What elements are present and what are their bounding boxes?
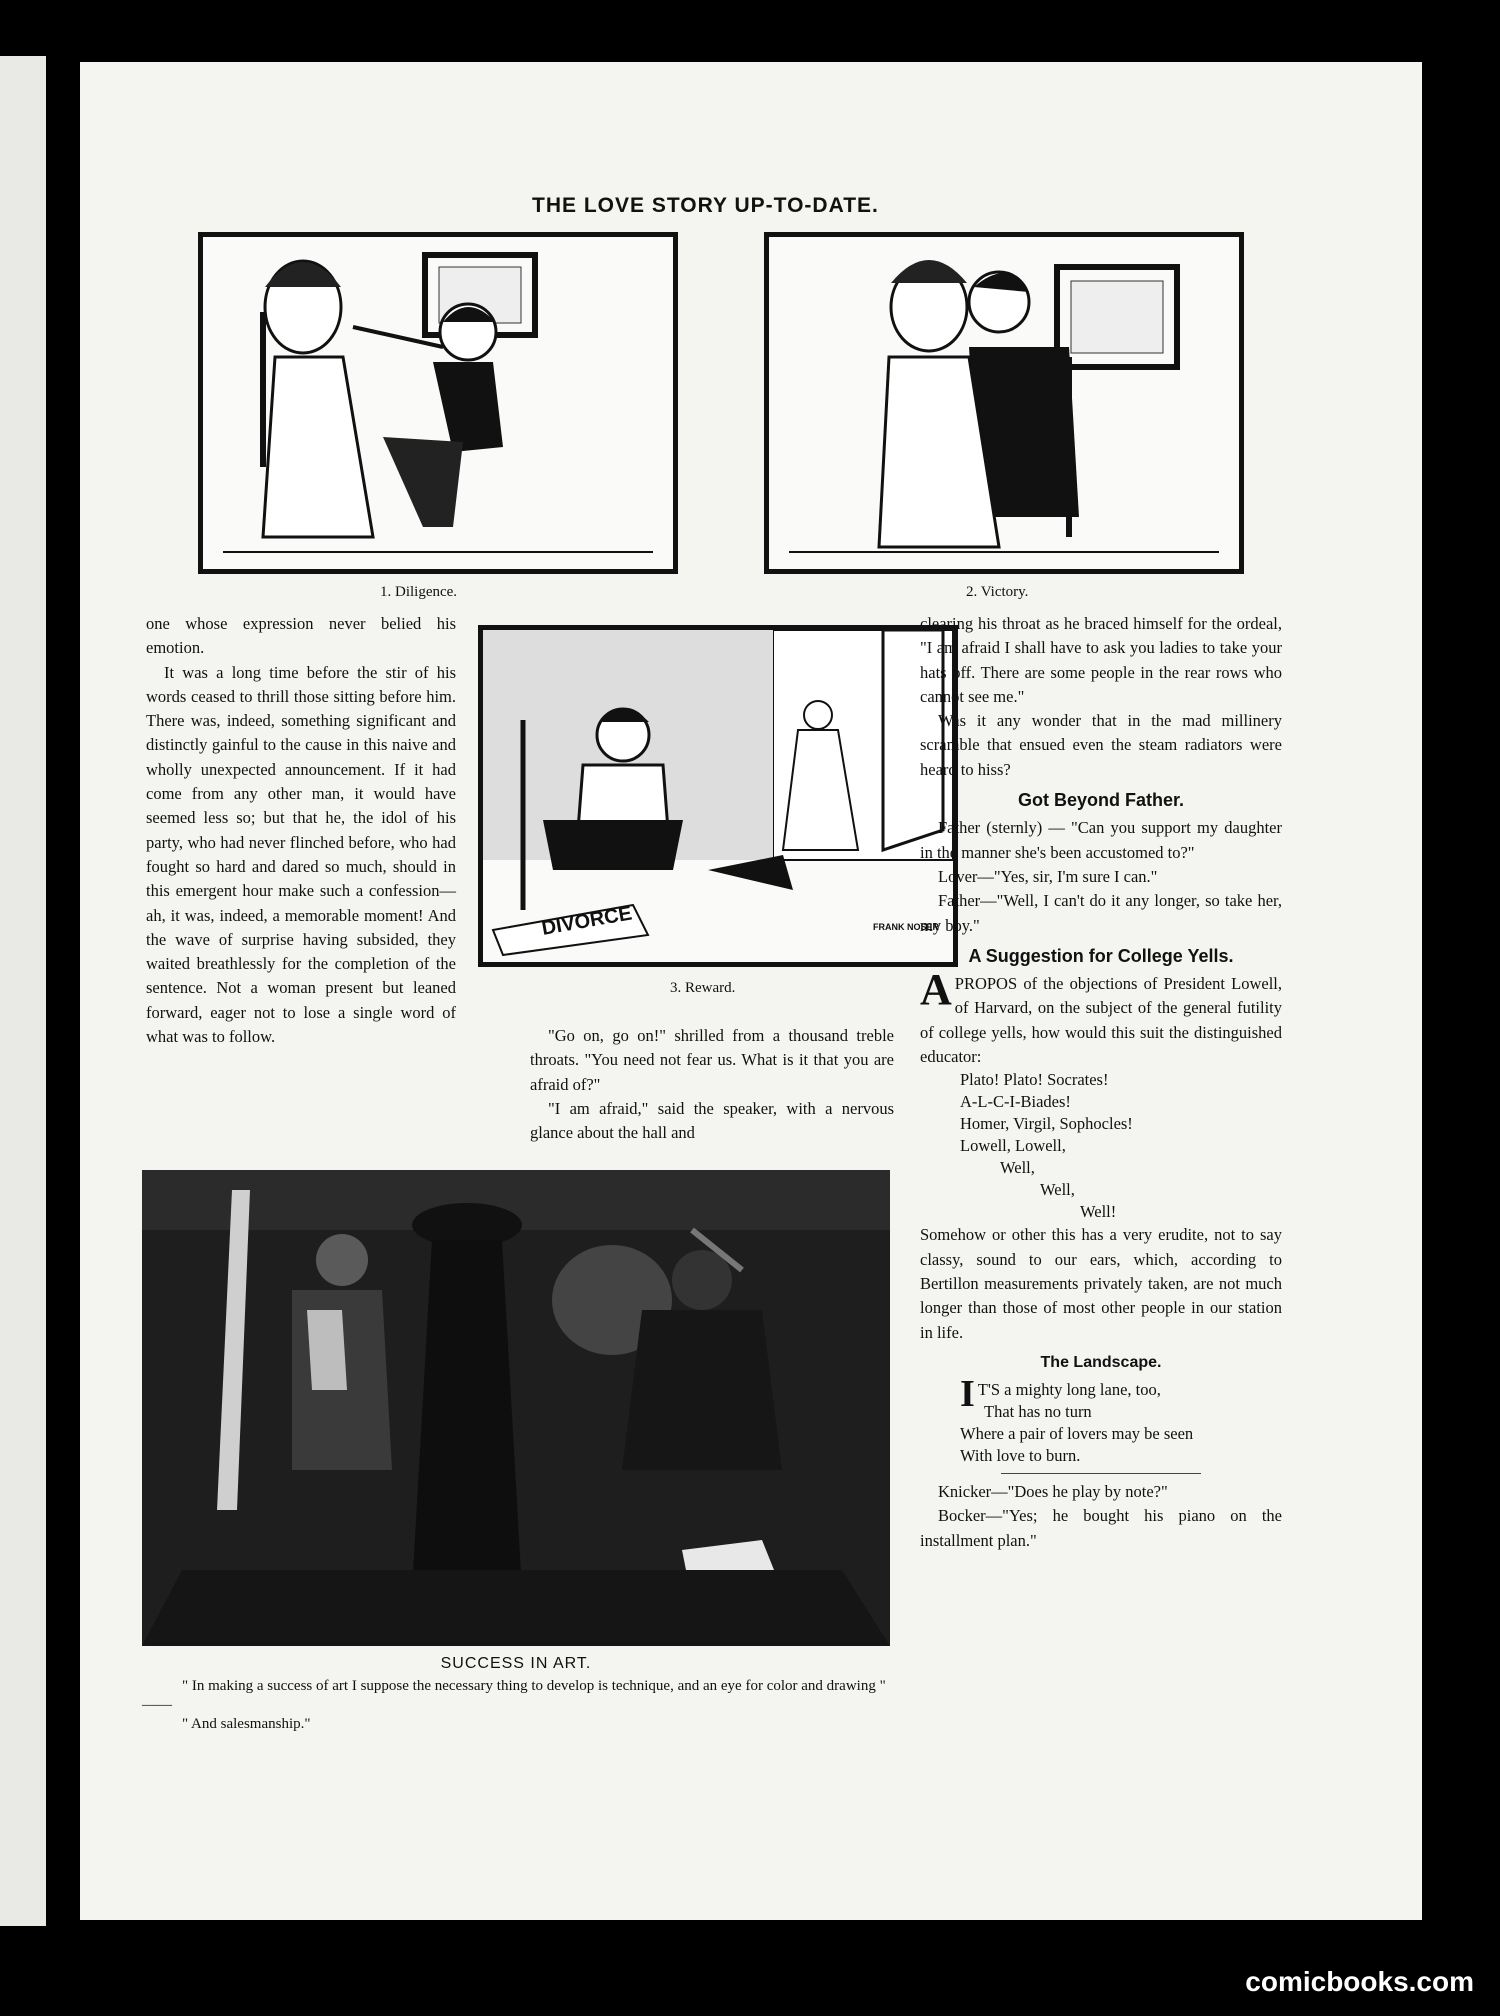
panel-caption-2: 2. Victory.	[966, 584, 1029, 600]
verse-line: Well,	[1000, 1158, 1035, 1178]
middle-paragraph-1: "Go on, go on!" shrilled from a thousand treble throats. "You need not fear us. What is it that you are afraid of?"	[530, 1026, 894, 1094]
father-line-2: Lover—"Yes, sir, I'm sure I can."	[938, 866, 1158, 886]
photo-caption-line-2: " And salesmanship."	[182, 1716, 311, 1732]
panel-illustration-reward	[483, 630, 953, 962]
dropcap-a: A	[920, 965, 952, 1015]
newspaper-divorce-text: DIVORCE	[540, 902, 634, 940]
left-column-text	[146, 612, 456, 1049]
facing-page-edge	[0, 56, 46, 1926]
verse-line: That has no turn	[984, 1402, 1092, 1422]
comic-panel-reward	[478, 625, 958, 967]
heading-landscape: The Landscape.	[1040, 1353, 1162, 1371]
father-line-3: Father—"Well, I can't do it any longer, so take her, my boy."	[920, 891, 1282, 935]
verse-line: Plato! Plato! Socrates!	[960, 1070, 1109, 1090]
bocker-line: Bocker—"Yes; he bought his piano on the installment plan."	[920, 1506, 1282, 1550]
comic-panel-diligence	[198, 232, 678, 574]
knicker-line: Knicker—"Does he play by note?"	[938, 1482, 1168, 1502]
heading-got-beyond-father: Got Beyond Father.	[1017, 790, 1185, 811]
photo-caption-line-1: " In making a success of art I suppose the necessary thing to develop is technique, and an eye for color and drawing " ——	[142, 1678, 886, 1713]
father-line-1: Father (sternly) — "Can you support my daughter in the manner she's been accustomed to?"	[920, 818, 1282, 862]
panel-caption-3: 3. Reward.	[670, 980, 736, 996]
verse-line: Homer, Virgil, Sophocles!	[960, 1114, 1133, 1134]
comic-panel-victory	[764, 232, 1244, 574]
yells-intro: PROPOS of the objections of President Lowell, of Harvard, on the subject of the general futility of college yells, how would this suit the distinguished educator:	[920, 974, 1282, 1067]
photo-caption-title: SUCCESS IN ART.	[440, 1655, 592, 1672]
photo-success-in-art	[142, 1170, 890, 1646]
heading-college-yells: A Suggestion for College Yells.	[968, 945, 1234, 966]
verse-line: A-L-C-I-Biades!	[960, 1092, 1071, 1112]
middle-column-text	[530, 1024, 894, 1145]
verse-line: With love to burn.	[960, 1446, 1081, 1466]
left-paragraph-1: one whose expression never belied his emotion.	[146, 614, 456, 658]
left-paragraph-2: It was a long time before the stir of his words ceased to thrill those sitting before him. There was, indeed, something significant and distinctly gainful to the cause in this naive and wholly unexpected announcement. If it had come from any other man, it would have seemed less so; but that he, the idol of his party, who had never flinched before, who had fought so hard and dared so much, should in this emergent hour make such a confession—ah, it was, indeed, a memorable moment! And the wave of surprise having subsided, they waited breathlessly for the completion of the sentence. Not a woman present but leaned forward, eager not to lose a single word of what was to follow.	[146, 662, 456, 1047]
photo-caption	[142, 1654, 890, 1734]
photo-illustration	[142, 1170, 890, 1646]
right-paragraph-2: Was it any wonder that in the mad millinery scramble that ensued even the steam radiators were heard to hiss?	[920, 711, 1282, 779]
right-paragraph-1: clearing his throat as he braced himself for the ordeal, "I am afraid I shall have to ask you ladies to take your hats off. There are some people in the rear rows who cannot see me."	[920, 614, 1282, 706]
artist-signature: FRANK NOSER	[873, 922, 940, 932]
middle-paragraph-2: "I am afraid," said the speaker, with a nervous glance about the hall and	[530, 1098, 894, 1143]
watermark-comicbooks: comicbooks.com	[1245, 1966, 1474, 1997]
yells-after: Somehow or other this has a very erudite, not to say classy, sound to our ears, which, according to Bertillon measurements privately taken, are not much longer than those of most other people in our station in life.	[920, 1225, 1282, 1342]
verse-line: Well,	[1040, 1180, 1075, 1200]
panel-illustration-victory	[769, 237, 1239, 569]
verse-line: Well!	[1080, 1202, 1117, 1222]
verse-line: Lowell, Lowell,	[960, 1136, 1066, 1156]
verse-line: T'S a mighty long lane, too,	[977, 1380, 1161, 1400]
right-column-text	[920, 612, 1282, 1553]
panel-caption-1: 1. Diligence.	[380, 584, 458, 600]
landscape-verse	[920, 1373, 1282, 1467]
dropcap-i: I	[960, 1373, 975, 1416]
yells-verse	[920, 1069, 1282, 1223]
page-title: THE LOVE STORY UP-TO-DATE.	[532, 194, 879, 217]
verse-line: Where a pair of lovers may be seen	[960, 1424, 1194, 1444]
section-rule	[1001, 1473, 1201, 1474]
panel-illustration-diligence	[203, 237, 673, 569]
